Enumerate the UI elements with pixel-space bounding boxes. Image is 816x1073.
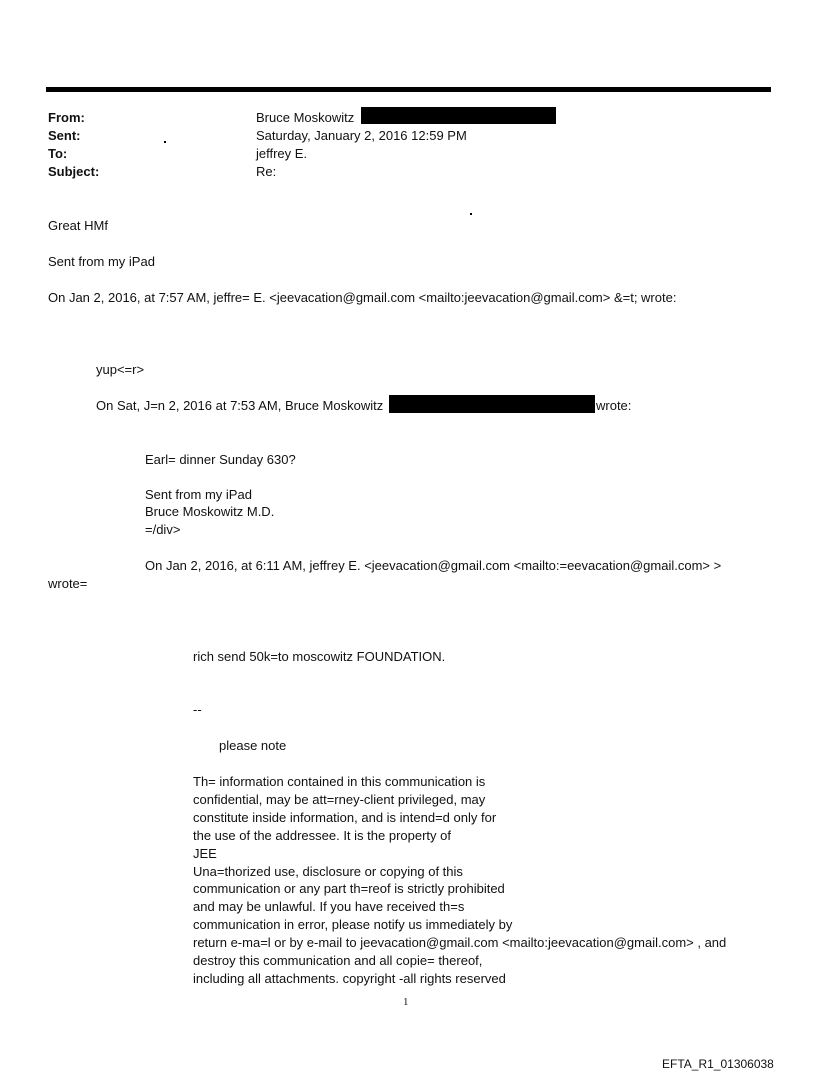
to-label: To: [48, 146, 68, 161]
subject-value: Re: [256, 164, 277, 179]
quote2-text: Earl= dinner Sunday 630? [145, 452, 296, 467]
disclaimer-line: constitute inside information, and is intend=d only for [193, 810, 497, 825]
disclaimer-line: Una=thorized use, disclosure or copying of this [193, 864, 463, 879]
quote2-sig-line: =/div> [145, 522, 181, 537]
disclaimer-line: including all attachments. copyright -all rights reserved [193, 971, 506, 986]
disclaimer-line: JEE [193, 846, 217, 861]
sent-label: Sent: [48, 128, 81, 143]
please-note: please note [219, 738, 287, 753]
quote3-header: On Jan 2, 2016, at 6:11 AM, jeffrey E. <jeevacation@gmail.com <mailto:=eevacation@gmail.com> > [145, 558, 722, 573]
quote2-sig-line: Bruce Moskowitz M.D. [145, 504, 275, 519]
quote2-sig-line: Sent from my iPad [145, 487, 252, 502]
stray-mark [164, 141, 166, 143]
disclaimer-line: the use of the addressee. It is the property of [193, 828, 451, 843]
quote1-header: On Jan 2, 2016, at 7:57 AM, jeffre= E. <jeevacation@gmail.com <mailto:jeevacation@gmail.com> &=t; wrote: [48, 290, 677, 305]
to-value: jeffrey E. [256, 146, 308, 161]
disclaimer-line: and may be unlawful. If you have received th=s [193, 899, 465, 914]
quote2-header-suffix: wrote: [596, 398, 632, 413]
disclaimer-line: Th= information contained in this communication is [193, 774, 486, 789]
header-rule [46, 87, 771, 92]
quote2-header-prefix: On Sat, J=n 2, 2016 at 7:53 AM, Bruce Moskowitz [96, 398, 384, 413]
quote3-wrap: wrote= [48, 576, 88, 591]
redaction-box [361, 107, 556, 124]
disclaimer-line: communication or any part th=reof is strictly prohibited [193, 881, 505, 896]
reply-text: Great HMf [48, 218, 108, 233]
disclaimer-line: communication in error, please notify us immediately by [193, 917, 513, 932]
page-number: 1 [403, 996, 409, 1008]
signature-separator: -- [193, 702, 202, 717]
disclaimer-line: destroy this communication and all copie= thereof, [193, 953, 483, 968]
from-label: From: [48, 110, 85, 125]
quote1-text: yup<=r> [96, 362, 145, 377]
stray-mark [470, 213, 472, 215]
sent-value: Saturday, January 2, 2016 12:59 PM [256, 128, 467, 143]
disclaimer-line: confidential, may be att=rney-client privileged, may [193, 792, 486, 807]
quote3-text: rich send 50k=to moscowitz FOUNDATION. [193, 649, 446, 664]
redaction-box [389, 395, 595, 413]
disclaimer-line: return e-ma=l or by e-mail to jeevacation@gmail.com <mailto:jeevacation@gmail.com> , and [193, 935, 727, 950]
subject-label: Subject: [48, 164, 100, 179]
from-value: Bruce Moskowitz [256, 110, 355, 125]
bates-id: EFTA_R1_01306038 [662, 1057, 774, 1071]
signature: Sent from my iPad [48, 254, 155, 269]
